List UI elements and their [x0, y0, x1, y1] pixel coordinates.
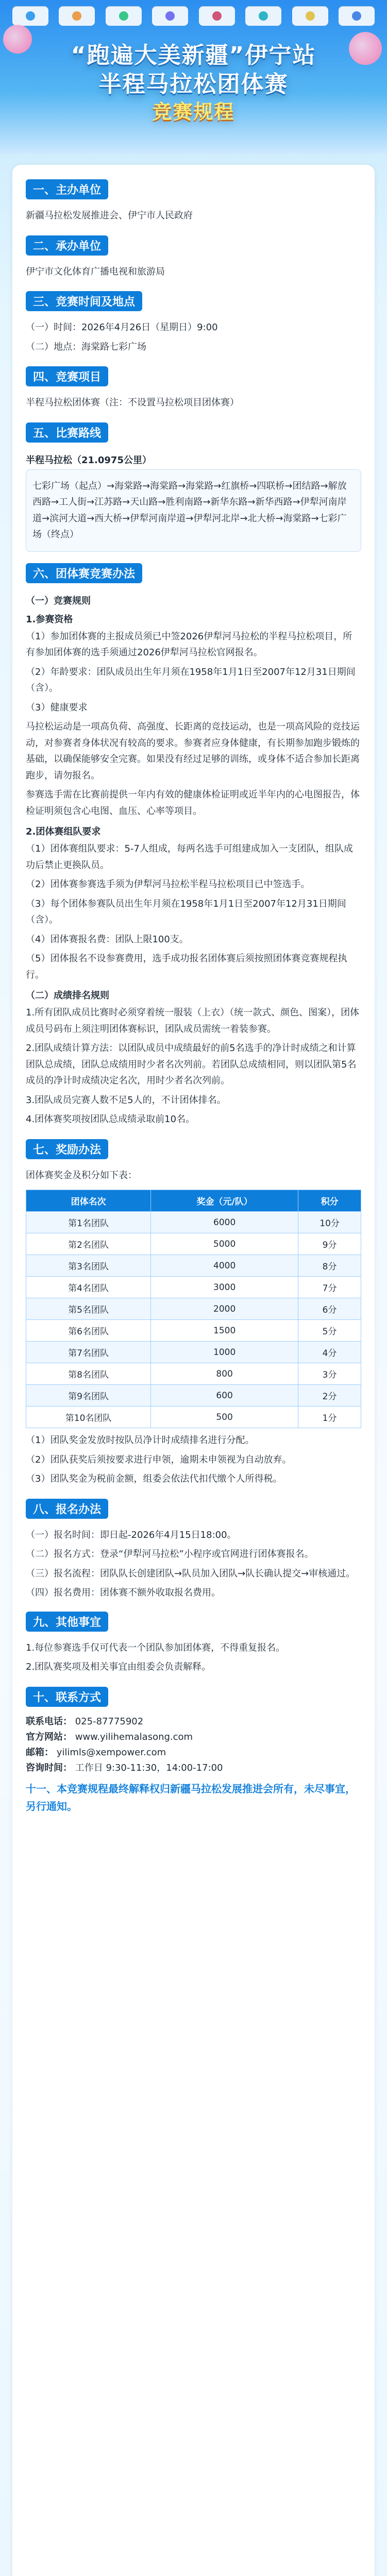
section-heading: 九、其他事宜: [26, 1612, 108, 1632]
paragraph: （4）团体赛报名费：团队上限100支。: [26, 934, 189, 945]
paragraph: （1）参加团体赛的主报成员须已中签2026伊犁河马拉松的半程马拉松项目，所有参加团体赛的选手须通过2026伊犁河马拉松官网报名。: [26, 631, 352, 658]
table-cell: 第5名团队: [26, 1298, 151, 1320]
table-cell: 第4名团队: [26, 1277, 151, 1298]
sponsor-logo-5: [199, 6, 235, 26]
table-cell: 1500: [151, 1320, 298, 1342]
section-paragraph: 伊宁市文化体育广播电视和旅游局: [26, 266, 165, 277]
rewards-table: [26, 1190, 361, 1428]
paragraph: 马拉松运动是一项高负荷、高强度、长距离的竞技运动，也是一项高风险的竞技运动，对参赛者身体状况有较高的要求。参赛者应身体健康，有长期参加跑步锻炼的基础，以确保能够安全完赛。如果没有经过足够的训练，或身体不适合参加长距离跑步，请勿报名。: [26, 721, 360, 781]
paragraph: （2）团体赛参赛选手须为伊犁河马拉松半程马拉松项目已中签选手。: [26, 879, 310, 890]
contact-hours: [26, 1760, 361, 1774]
table-cell: 7分: [298, 1277, 361, 1298]
table-cell: 第10名团队: [26, 1406, 151, 1428]
section-paragraph: 新疆马拉松发展推进会、伊宁市人民政府: [26, 210, 193, 221]
contact-value: 工作日 9:30-11:30，14:00-17:00: [75, 1762, 223, 1773]
table-cell: 6分: [298, 1298, 361, 1320]
section-registration: [26, 1499, 361, 1675]
route-title: 半程马拉松（21.0975公里）: [26, 454, 152, 466]
section-heading: 八、报名办法: [26, 1499, 108, 1519]
table-cell: 第8名团队: [26, 1363, 151, 1385]
sponsor-logo-2: [59, 6, 95, 26]
section-team-rules: [26, 563, 361, 1128]
table-row: [26, 1233, 361, 1255]
table-cell: 1000: [151, 1342, 298, 1363]
section-organizer: [26, 179, 361, 224]
table-row: [26, 1255, 361, 1277]
table-row: [26, 1385, 361, 1406]
section-paragraph: （二）地点：海棠路七彩广场: [26, 341, 146, 352]
paragraph: （二）报名方式：登录“伊犁河马拉松”小程序或官网进行团体赛报名。: [26, 1549, 314, 1560]
route-text: 七彩广场（起点）→海棠路→海棠路→海棠路→红旗桥→四联桥→团结路→解放西路→工人街→江苏路→天山路→胜利南路→新华东路→新华西路→伊犁河南岸道→滨河大道→西大桥→伊犁河南岸道→伊犁河北岸→北大桥→海棠路→七彩广场（终点）: [32, 480, 347, 540]
sponsor-logo-6: [245, 6, 281, 26]
paragraph: （2）年龄要求：团队成员出生年月须在1958年1月1日至2007年12月31日期间（含）。: [26, 666, 356, 693]
contact-value[interactable]: yilimls@xempower.com: [56, 1747, 166, 1758]
table-cell: 5分: [298, 1320, 361, 1342]
table-cell: 4000: [151, 1255, 298, 1277]
sponsor-logo-4: [152, 6, 188, 26]
table-row: [26, 1406, 361, 1428]
table-cell: 5000: [151, 1233, 298, 1255]
section-heading: 四、竞赛项目: [26, 366, 108, 386]
section-heading: 六、团体赛竞赛办法: [26, 563, 142, 583]
title-line1: “跑遍大美新疆”伊宁站: [71, 42, 316, 69]
route-box: [26, 469, 361, 552]
table-cell: 500: [151, 1406, 298, 1428]
section-heading: 三、竞赛时间及地点: [26, 291, 142, 311]
paragraph: （三）报名流程：团队队长创建团队→队员加入团队→队长确认提交→审核通过。: [26, 1568, 356, 1579]
table-header-cell: 团体名次: [26, 1190, 151, 1212]
table-cell: 第7名团队: [26, 1342, 151, 1363]
subheading: （二）成绩排名规则: [26, 990, 109, 1001]
table-row: [26, 1212, 361, 1233]
paragraph: 3.团队成员完赛人数不足5人的，不计团体排名。: [26, 1094, 226, 1106]
table-cell: 9分: [298, 1233, 361, 1255]
table-header-row: [26, 1190, 361, 1212]
section-heading: 七、奖励办法: [26, 1139, 108, 1159]
table-row: [26, 1298, 361, 1320]
paragraph: （一）报名时间：即日起-2026年4月15日18:00。: [26, 1529, 237, 1540]
sponsor-logos: [12, 6, 375, 26]
table-cell: 第2名团队: [26, 1233, 151, 1255]
table-cell: 2分: [298, 1385, 361, 1406]
table-cell: 10分: [298, 1212, 361, 1233]
table-row: [26, 1363, 361, 1385]
paragraph: （1）团队奖金发放时按队员净计时成绩排名进行分配。: [26, 1435, 255, 1446]
paragraph: （2）团队获奖后须按要求进行申领，逾期未申领视为自动放弃。: [26, 1454, 292, 1465]
paragraph: 4.团体赛奖项按团队总成绩录取前10名。: [26, 1114, 195, 1125]
table-cell: 1分: [298, 1406, 361, 1428]
table-row: [26, 1342, 361, 1363]
paragraph: （1）团体赛组队要求：5-7人组成，每两名选手可组建成加入一支团队，组队成功后禁止更换队员。: [26, 843, 353, 871]
table-header-cell: 积分: [298, 1190, 361, 1212]
table-cell: 800: [151, 1363, 298, 1385]
sponsor-logo-7: [292, 6, 328, 26]
section-heading: 十、联系方式: [26, 1687, 108, 1707]
contact-label: 咨询时间：: [26, 1762, 72, 1773]
table-row: [26, 1277, 361, 1298]
paragraph: 参赛选手需在比赛前提供一年内有效的健康体检证明或近半年内的心电图报告，体检证明须包含心电图、血压、心率等项目。: [26, 789, 360, 817]
title-line2: 半程马拉松团体赛: [98, 71, 289, 97]
section-time-location: [26, 291, 361, 355]
section-route: [26, 422, 361, 552]
section-heading: 五、比赛路线: [26, 422, 108, 443]
table-cell: 2000: [151, 1298, 298, 1320]
section-paragraph: （一）时间：2026年4月26日（星期日）9:00: [26, 322, 218, 333]
contact-label: 官方网站：: [26, 1731, 72, 1742]
sponsor-logo-1: [12, 6, 48, 26]
footer-note: 十一、本竞赛规程最终解释权归新疆马拉松发展推进会所有，未尽事宜，另行通知。: [26, 1782, 356, 1812]
paragraph: 2.团队赛奖项及相关事宜由组委会负责解释。: [26, 1662, 211, 1672]
paragraph: 2.团队成绩计算方法：以团队成员中成绩最好的前5名选手的净计时成绩之和计算团队总成绩，团队总成绩用时少者名次列前。若团队总成绩相同，则以团队第5名成员的净计时成绩决定名次，用时少者名次列前。: [26, 1043, 357, 1086]
sponsor-logo-3: [106, 6, 142, 26]
section-contacts: [26, 1687, 361, 1815]
table-cell: 3000: [151, 1277, 298, 1298]
section-events: [26, 366, 361, 411]
section-rewards: [26, 1139, 361, 1487]
table-cell: 第1名团队: [26, 1212, 151, 1233]
paragraph: （四）报名费用：团体赛不额外收取报名费用。: [26, 1587, 221, 1598]
paragraph: （3）健康要求: [26, 702, 88, 713]
sponsor-logo-8: [339, 6, 375, 26]
section-heading: 二、承办单位: [26, 235, 108, 256]
paragraph: 1.所有团队成员比赛时必须穿着统一服装（上衣）（统一款式、颜色、图案），团体成员号码布上须注明团体赛标识，团队成员需统一着装参赛。: [26, 1007, 360, 1035]
section-co-organizer: [26, 235, 361, 280]
title-block: [0, 41, 387, 125]
section-heading: 一、主办单位: [26, 179, 108, 199]
header-banner: [0, 0, 387, 155]
table-cell: 3分: [298, 1363, 361, 1385]
paragraph: （3）每个团体参赛队员出生年月须在1958年1月1日至2007年12月31日期间（含）。: [26, 898, 346, 925]
contact-value[interactable]: 025-87775902: [75, 1716, 144, 1727]
contact-value[interactable]: www.yilihemalasong.com: [75, 1731, 193, 1742]
table-row: [26, 1320, 361, 1342]
table-header-cell: 奖金（元/队）: [151, 1190, 298, 1212]
table-cell: 第9名团队: [26, 1385, 151, 1406]
paragraph: 1.每位参赛选手仅可代表一个团队参加团体赛，不得重复报名。: [26, 1642, 285, 1653]
contact-label: 联系电话：: [26, 1716, 72, 1727]
table-cell: 第3名团队: [26, 1255, 151, 1277]
table-cell: 第6名团队: [26, 1320, 151, 1342]
subheading: 2.团体赛组队要求: [26, 826, 101, 837]
subheading: 1.参赛资格: [26, 614, 73, 625]
contact-website: [26, 1730, 361, 1743]
subheading: （一）竞赛规则: [26, 595, 91, 606]
table-cell: 4分: [298, 1342, 361, 1363]
title-line3: 竞赛规程: [152, 100, 235, 123]
rules-content-card: [12, 165, 375, 2576]
paragraph: （5）团体报名不设参赛费用，选手成功报名团体赛后须按照团体赛竞赛规程执行。: [26, 953, 347, 980]
paragraph: 团体赛奖金及积分如下表：: [26, 1170, 137, 1181]
contact-label: 邮箱：: [26, 1747, 54, 1758]
contact-email: [26, 1745, 361, 1758]
contact-phone: [26, 1714, 361, 1727]
table-cell: 6000: [151, 1212, 298, 1233]
table-cell: 8分: [298, 1255, 361, 1277]
table-cell: 600: [151, 1385, 298, 1406]
paragraph: （3）团队奖金为税前金额，组委会依法代扣代缴个人所得税。: [26, 1473, 282, 1484]
section-paragraph: 半程马拉松团体赛（注：不设置马拉松项目团体赛）: [26, 397, 239, 408]
